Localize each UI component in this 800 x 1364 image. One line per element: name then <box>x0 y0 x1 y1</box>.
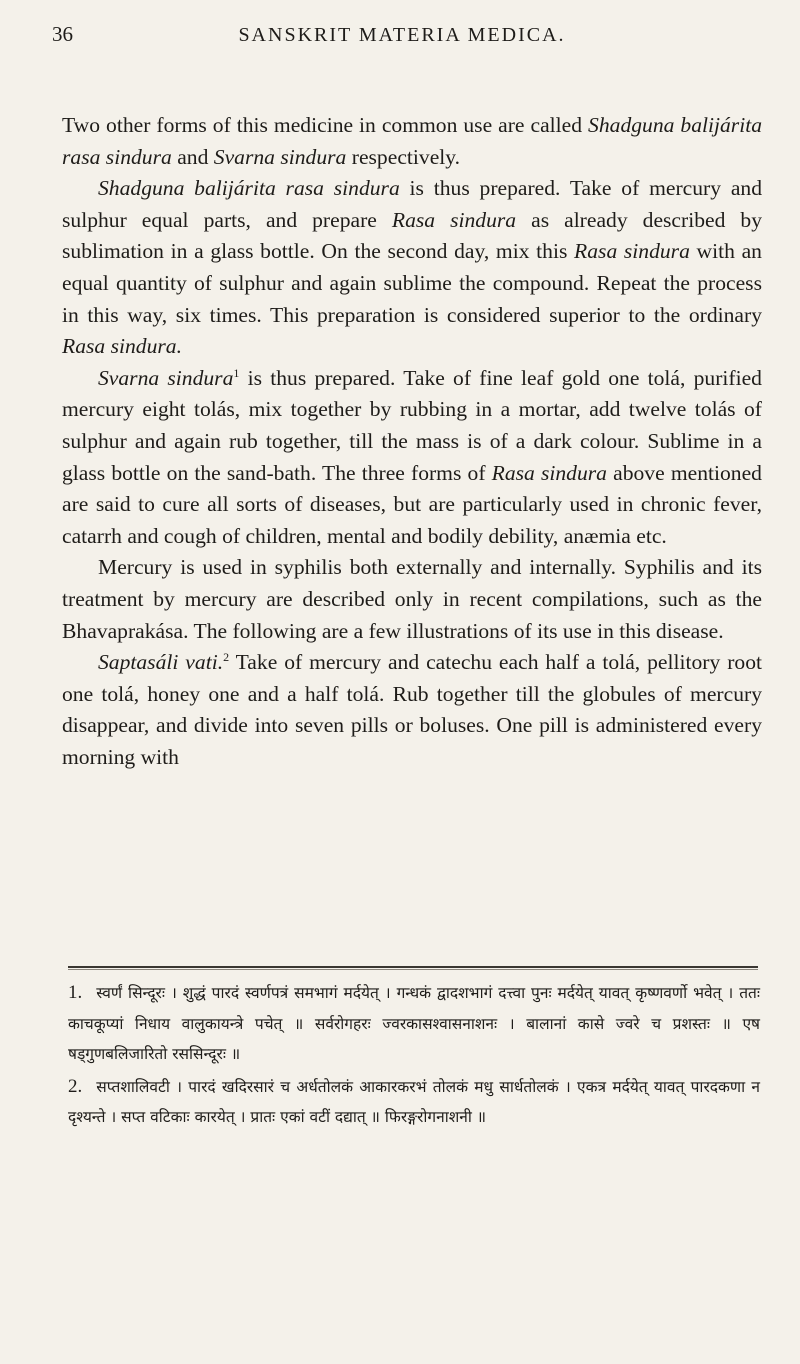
footnote-text: स्वर्णं सिन्दूरः । शुद्धं पारदं स्वर्णपत्रं समभागं मर्दयेत् । गन्धकं द्वादशभागं दत्त्वा पुनः मर्दयेत् यावत् कृष्णवर्णो भवेत् । ततः काचकूप्यां निधाय वालुकायन्त्रे पचेत् ॥ सर्वरोगहरः ज्वरकासश्वासनाशनः । बालानां कासे ज्वरे च प्रशस्तः ॥ एष षड्गुणबलिजारितो रससिन्दूरः ॥ <box>68 984 760 1063</box>
text-run: Two other forms of this medicine in common use are called <box>62 113 589 137</box>
text-run: is thus prepared. Take of mercury and sulphur equal parts, and prepare <box>62 176 762 232</box>
italic-term: Shadguna balijárita rasa sindura <box>62 113 762 169</box>
footnote-ref: 1 <box>233 365 240 380</box>
italic-term: Saptasáli vati. <box>98 650 224 675</box>
footnote <box>68 978 760 1070</box>
running-title: SANSKRIT MATERIA MEDICA. <box>238 24 566 46</box>
footnote-text: सप्तशालिवटी । पारदं खदिरसारं च अर्धतोलकं आकारकरभं तोलकं मधु सार्धतोलकं । एकत्र मर्दयेत् यावत् पारदकणा न दृश्यन्ते । सप्त वटिकाः कारयेत् । प्रातः एकां वटीं दद्यात् ॥ फिरङ्गरोगनाशनी ॥ <box>68 1077 760 1126</box>
italic-term: Rasa sindura <box>391 207 517 232</box>
footnotes <box>68 978 760 1133</box>
italic-term: Shadguna balijárita rasa sindura <box>98 176 400 201</box>
footnote-rule-thin <box>68 969 758 970</box>
footnote-label: 2. <box>68 1075 83 1097</box>
italic-term: Rasa sindura <box>491 460 607 485</box>
text-run: as already described by sublimation in a glass bottle. On the second day, mix this <box>62 207 762 264</box>
page-header <box>52 22 752 56</box>
italic-term: Svarna sindura <box>213 144 347 169</box>
footnote-rule <box>68 966 758 968</box>
footnote <box>68 1072 760 1133</box>
paragraph <box>62 110 762 173</box>
main-text <box>62 110 762 773</box>
text-run: Mercury is used in syphilis both externally and internally. Syphilis and its treatment by mercury are described only in recent compilations, such as the Bhavaprakása. The following are a few illustrations of its use in this disease. <box>62 555 762 643</box>
text-run: and <box>171 144 214 169</box>
italic-term: Rasa sindura <box>574 239 690 264</box>
italic-term: Rasa sindura. <box>62 334 182 359</box>
paragraph <box>62 552 762 647</box>
footnote-label: 1. <box>68 982 83 1003</box>
text-run: Take of mercury and catechu each half a tolá, pellitory root one tolá, honey one and a half tolá. Rub together till the globules of mercury disappear, and divide into seven pills or boluses. One pill is administered every morning with <box>62 650 762 769</box>
paragraph <box>62 173 762 363</box>
text-run: with an equal quantity of sulphur and again sublime the compound. Repeat the process in this way, six times. This preparation is considered superior to the ordinary <box>62 239 762 327</box>
text-run: respectively. <box>346 144 461 169</box>
footnote-ref: 2 <box>223 649 230 664</box>
text-run: is thus prepared. Take of fine leaf gold one tolá, purified mercury eight tolás, mix together by rubbing in a mortar, add twelve tolás of sulphur and again rub together, till the mass is of a dark colour. Sublime in a glass bottle on the sand-bath. The three forms of <box>62 365 762 485</box>
paragraph <box>62 363 762 553</box>
paragraph <box>62 647 762 773</box>
page-number: 36 <box>52 22 73 46</box>
text-run: above mentioned are said to cure all sorts of diseases, but are particularly used in chronic fever, catarrh and cough of children, mental and bodily debility, anæmia etc. <box>62 460 762 548</box>
italic-term: Svarna sindura <box>98 365 234 390</box>
